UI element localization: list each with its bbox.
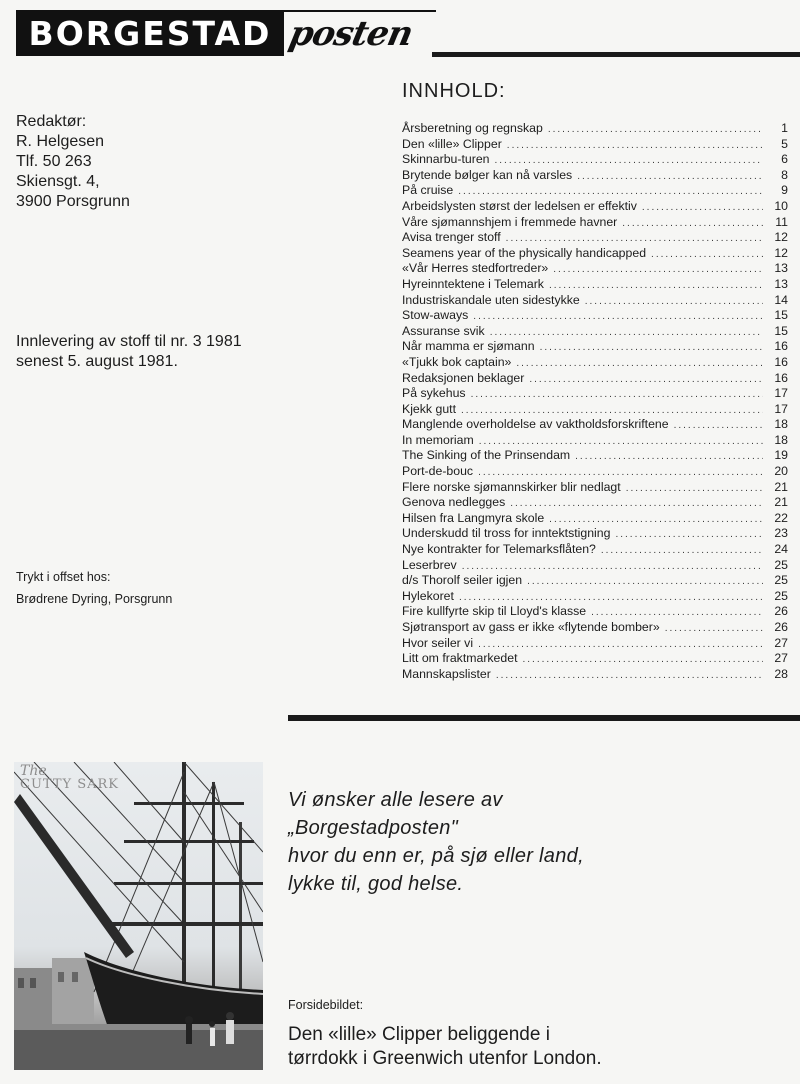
toc-item-leader [527,574,763,590]
toc-item-title: Seamens year of the physically handicapped [402,245,647,260]
toc-item-leader [674,418,763,434]
toc-item [402,636,788,652]
toc-item-leader [510,496,763,512]
toc-item-leader [577,169,763,185]
toc-item-leader [615,527,763,543]
editor-street: Skiensgt. 4, [16,173,100,190]
toc-item [402,464,788,480]
greeting-line-4: lykke til, god helse. [288,873,464,895]
toc-item-leader [516,356,763,372]
toc-item-title: Underskudd til tross for inntektstigning [402,526,611,541]
toc-item [402,308,788,324]
photo-ship-title-line-1: The [20,763,47,779]
toc-item [402,511,788,527]
toc-item-leader [540,340,763,356]
toc-item-title: Genova nedlegges [402,495,506,510]
toc-item-page: 16 [774,354,788,369]
toc-item-page: 15 [774,323,788,338]
toc-item-leader [462,559,763,575]
toc-item-leader [507,138,763,154]
toc-item-title: Mannskapslister [402,666,491,681]
toc-item-title: Når mamma er sjømann [402,339,535,354]
editor-label: Redaktør: [16,113,87,130]
toc-item-page: 11 [775,214,788,229]
masthead-brand: BORGESTAD [16,12,284,56]
editor-phone: Tlf. 50 263 [16,153,92,170]
toc-item-leader [490,325,763,341]
printer-line-1: Trykt i offset hos: [16,570,111,584]
toc-item-leader [523,652,764,668]
toc-item-page: 21 [774,495,788,510]
toc-item-title: Litt om fraktmarkedet [402,651,518,666]
toc-item [402,433,788,449]
toc-item-leader [461,403,763,419]
toc-item-title: På cruise [402,183,454,198]
greeting-message [288,786,584,898]
toc-item [402,230,788,246]
toc-item [402,526,788,542]
toc-item-leader [651,247,763,263]
toc-item-leader [473,309,763,325]
toc-item-page: 25 [774,573,788,588]
toc-item-leader [585,294,763,310]
toc-item-leader [601,543,763,559]
deadline-line-1: Innlevering av stoff til nr. 3 1981 [16,333,242,350]
toc-item-title: Våre sjømannshjem i fremmede havner [402,214,618,229]
toc-item-page: 28 [774,666,788,681]
toc-item-leader [549,512,763,528]
toc-item-leader [575,449,763,465]
toc-item-title: Flere norske sjømannskirker blir nedlagt [402,479,621,494]
toc-item-leader [665,621,763,637]
printer-info [16,566,172,610]
toc-item-title: Brytende bølger kan nå varsles [402,167,573,182]
toc-item-page: 27 [774,635,788,650]
toc-item-page: 17 [774,401,788,416]
toc-item-page: 24 [774,542,788,557]
toc-item-page: 9 [781,183,788,198]
toc-item [402,261,788,277]
toc-item-page: 21 [774,479,788,494]
toc-item-page: 8 [781,167,788,182]
toc-item-leader [591,605,763,621]
toc-item-title: Hyreinntektene i Telemark [402,276,544,291]
printer-line-2: Brødrene Dyring, Porsgrunn [16,592,173,606]
toc-item-title: Assuranse svik [402,323,485,338]
toc-item [402,667,788,683]
toc-item [402,339,788,355]
toc-item-leader [548,122,763,138]
toc-item [402,168,788,184]
deadline-line-2: senest 5. august 1981. [16,353,178,370]
toc-item-page: 22 [774,510,788,525]
toc-item-title: Manglende overholdelse av vaktholdsforskriftene [402,417,669,432]
cover-photo-label: Forsidebildet: [288,998,364,1012]
toc-item [402,152,788,168]
toc-item [402,324,788,340]
toc-item-page: 6 [781,152,788,167]
greeting-line-2: „Borgestadposten" [288,817,459,839]
toc-item-title: Leserbrev [402,557,457,572]
toc-item-page: 16 [774,370,788,385]
toc-item-page: 13 [774,276,788,291]
deadline-notice [16,332,242,372]
toc-item-leader [471,387,763,403]
toc-item [402,589,788,605]
toc-item-page: 13 [774,261,788,276]
greeting-line-3: hvor du enn er, på sjø eller land, [288,845,584,867]
masthead [16,12,436,58]
cutty-sark-illustration [14,762,263,1070]
toc-item-title: Avisa trenger stoff [402,230,501,245]
toc-item-leader [495,153,764,169]
toc-item-leader [506,231,763,247]
toc-item-title: Hilsen fra Langmyra skole [402,510,545,525]
toc-item [402,121,788,137]
toc-item-title: Stow-aways [402,308,469,323]
masthead-script: posten [285,14,416,54]
toc-item-page: 12 [774,230,788,245]
cover-photo-caption [288,1023,602,1071]
toc-item [402,573,788,589]
toc-item-leader [459,590,763,606]
toc-item-title: Redaksjonen beklager [402,370,525,385]
toc-item-title: Hylekoret [402,588,454,603]
toc-item-leader [529,372,763,388]
toc-item [402,199,788,215]
toc-item-page: 25 [774,588,788,603]
toc-item [402,355,788,371]
toc-item [402,246,788,262]
toc-item-page: 15 [774,308,788,323]
cover-photo [14,762,263,1070]
toc-item-title: Den «lille» Clipper [402,136,502,151]
section-rule [288,715,800,721]
toc-item-title: In memoriam [402,432,474,447]
toc-item [402,137,788,153]
toc-item [402,558,788,574]
toc-item [402,542,788,558]
toc-item-page: 26 [774,620,788,634]
toc-item-page: 17 [774,386,788,401]
toc-item [402,293,788,309]
toc-item [402,651,788,667]
toc-item [402,215,788,231]
toc-item-page: 16 [774,339,788,354]
cover-caption-line-2: tørrdokk i Greenwich utenfor London. [288,1048,602,1069]
toc-item [402,371,788,387]
toc-item-page: 10 [774,198,788,213]
photo-ship-title-line-2: CUTTY SARK [20,777,119,792]
toc-list [402,121,788,682]
toc-item-title: Skinnarbu-turen [402,152,490,167]
toc-item-leader [549,278,763,294]
toc-item-leader [626,481,763,497]
toc-item-page: 12 [774,245,788,260]
toc-item-page: 18 [774,432,788,447]
toc-item-title: Nye kontrakter for Telemarksflåten? [402,542,596,557]
toc-item-leader [479,434,763,450]
toc-item-title: «Vår Herres stedfortreder» [402,261,549,276]
toc-item [402,417,788,433]
toc-item-page: 26 [774,604,788,619]
toc-item-title: Hvor seiler vi [402,635,474,650]
toc-item-page: 14 [774,292,788,307]
toc-item-leader [622,216,763,232]
toc-item-title: Industriskandale uten sidestykke [402,292,580,307]
toc-item [402,480,788,496]
toc-item-title: Kjekk gutt [402,401,456,416]
greeting-line-1: Vi ønsker alle lesere av [288,789,503,811]
toc-item-title: Port-de-bouc [402,464,474,479]
toc-item-page: 18 [774,417,788,432]
toc-item-title: Arbeidslysten størst der ledelsen er effektiv [402,198,637,213]
toc-item [402,604,788,620]
toc-item-title: Årsberetning og regnskap [402,121,543,135]
photo-ship-title [20,764,119,792]
toc-item-leader [478,637,763,653]
toc-item-page: 27 [774,651,788,666]
toc-item-leader [496,668,763,684]
toc-item [402,402,788,418]
toc-item-leader [553,262,763,278]
toc-item [402,183,788,199]
toc-item-title: d/s Thorolf seiler igjen [402,573,523,588]
toc-item-page: 1 [781,121,788,135]
editor-name: R. Helgesen [16,133,105,150]
editor-city: 3900 Porsgrunn [16,193,130,210]
cover-caption-line-1: Den «lille» Clipper beliggende i [288,1024,550,1045]
toc-item [402,448,788,464]
editor-info [16,112,130,212]
toc-item [402,386,788,402]
toc-item-title: The Sinking of the Prinsendam [402,448,571,463]
toc-title: INNHOLD: [402,80,506,102]
toc-item-leader [458,184,763,200]
toc-item-title: På sykehus [402,386,466,401]
toc-item-title: Sjøtransport av gass er ikke «flytende bomber» [402,620,660,634]
toc-item-page: 5 [781,136,788,151]
toc-item-page: 25 [774,557,788,572]
toc-item-title: «Tjukk bok captain» [402,354,512,369]
toc-item [402,620,788,636]
toc-item-page: 20 [774,464,788,479]
toc-item [402,277,788,293]
toc-item-title: Fire kullfyrte skip til Lloyd's klasse [402,604,587,619]
toc-item-leader [478,465,763,481]
toc-item-page: 19 [774,448,788,463]
toc-item-page: 23 [774,526,788,541]
toc-item-leader [642,200,763,216]
masthead-rule [432,52,800,57]
toc-item [402,495,788,511]
